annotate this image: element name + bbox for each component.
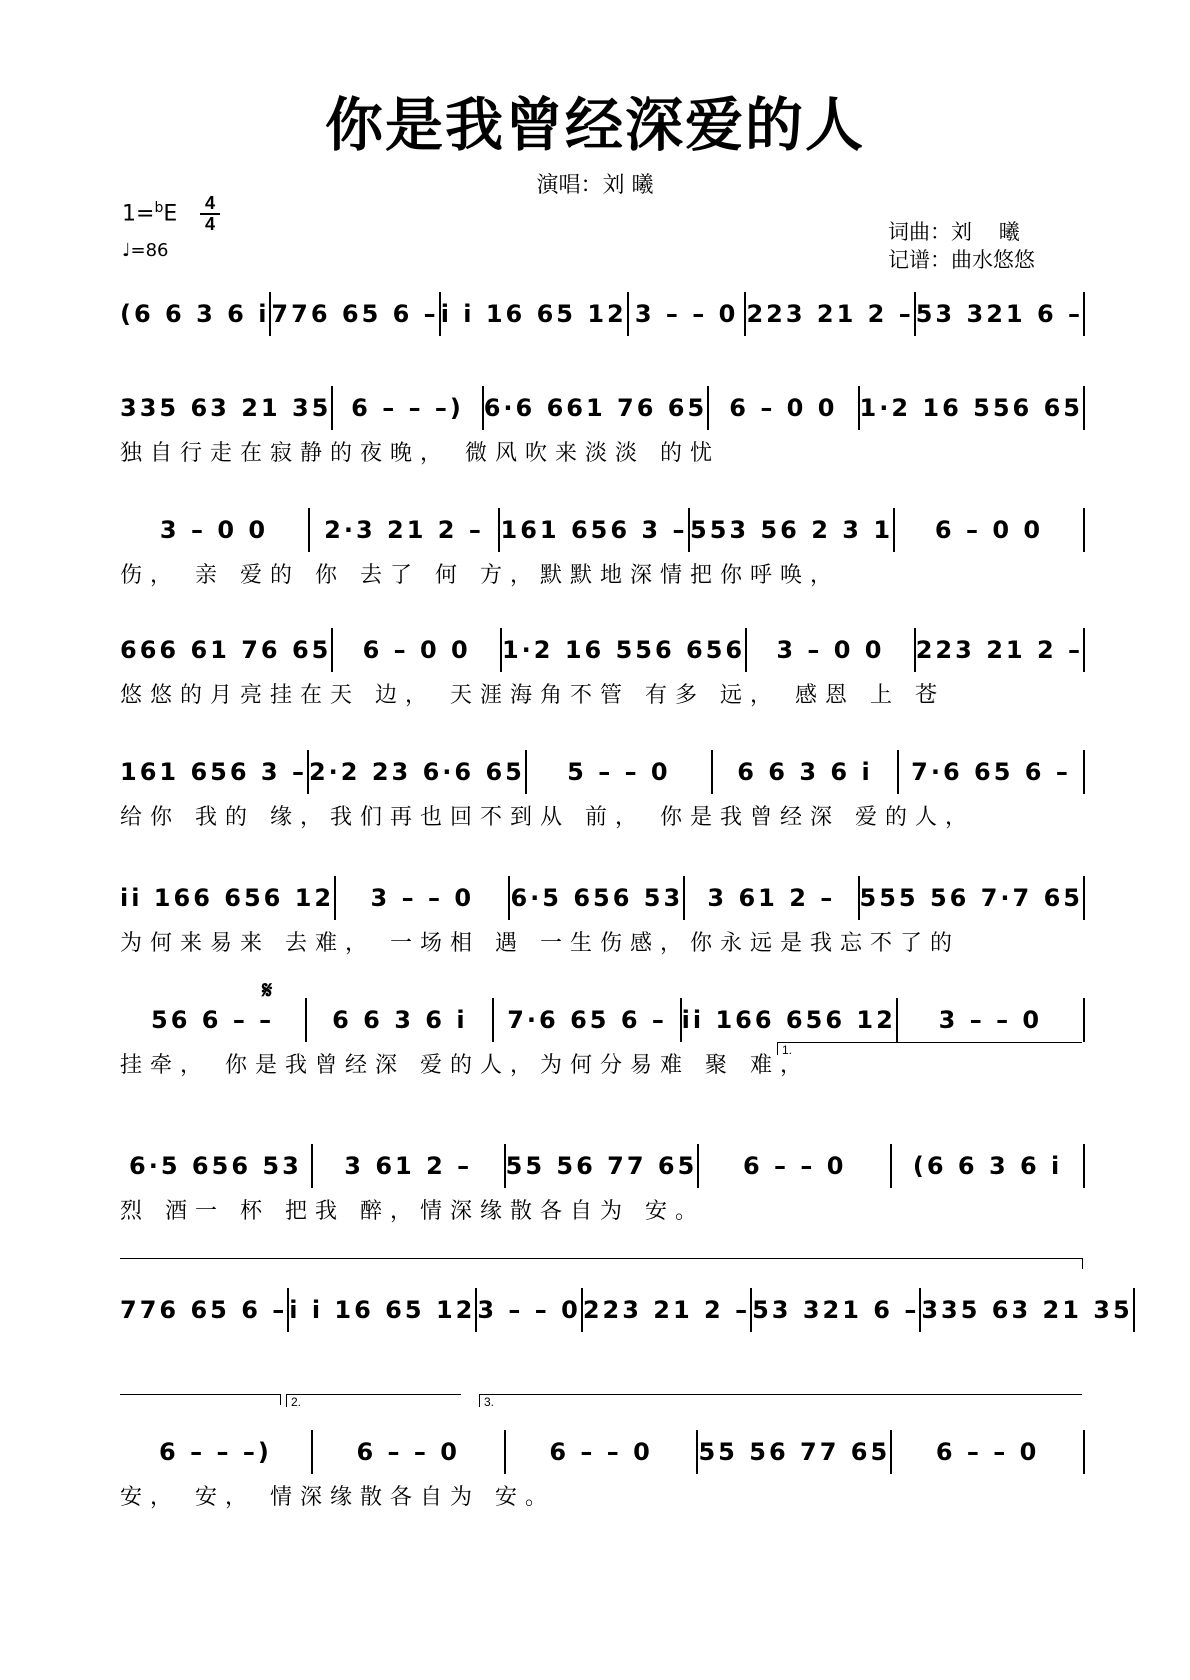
lyric-line: 伤， 亲 爱的 你 去了 何 方，默默地深情把你呼唤， <box>120 563 840 588</box>
key-flat: b <box>154 200 164 216</box>
measure: ii 166 656 12 <box>120 884 335 912</box>
volta-third-ending: 3. <box>479 1394 1082 1407</box>
lyrics-music-credit: 词曲：刘 曦 <box>888 220 1020 244</box>
volta-second-ending: 2. <box>286 1394 461 1407</box>
measure: 6 – – 0 <box>935 1438 1040 1466</box>
measure: 7·6 65 6 – <box>911 758 1071 786</box>
key-note: E <box>163 201 178 227</box>
measure: 6·6 661 76 65 <box>483 394 708 422</box>
time-sig-bottom: 4 <box>204 214 215 234</box>
notes-row <box>120 750 1085 794</box>
measure: 553 56 2 3 1 <box>690 516 894 544</box>
lyric-line: 烈 酒一 杯 把我 醉，情深缘散各自为 安。 <box>120 1199 705 1224</box>
lyric-line: 为何来易来 去难， 一场相 遇 一生伤感，你永远是我忘不了的 <box>120 931 960 956</box>
measure: 1·2 16 556 656 <box>501 636 746 664</box>
measure: 161 656 3 – <box>500 516 688 544</box>
measure: 223 21 2 – <box>582 1296 751 1324</box>
measure: 5 – – 0 <box>567 758 671 786</box>
singer-credit: 演唱：刘 曦 <box>536 173 654 198</box>
barline <box>1083 386 1085 430</box>
barline <box>1133 1288 1135 1332</box>
barline <box>1083 876 1085 920</box>
lyric-line: 安， 安， 情深缘散各自为 安。 <box>120 1485 555 1510</box>
measure: 55 56 77 65 <box>505 1152 698 1180</box>
notes-row <box>120 292 1085 336</box>
barline <box>1083 508 1085 552</box>
notes-row <box>120 998 1085 1042</box>
notes-row <box>120 1144 1085 1188</box>
measure: 335 63 21 35 <box>921 1296 1133 1324</box>
credits-block <box>888 218 1035 274</box>
measure: 6 – – 0 <box>743 1152 847 1180</box>
measure: ii 166 656 12 <box>681 1006 896 1034</box>
barline <box>1083 1430 1085 1474</box>
notes-row <box>120 508 1085 552</box>
measure: 3 – – 0 <box>938 1006 1043 1034</box>
time-signature <box>200 195 220 233</box>
lyric-line: 给你 我的 缘，我们再也回不到从 前， 你是我曾经深 爱的人， <box>120 805 975 830</box>
barline <box>1083 292 1085 336</box>
tempo-marking: ♩=86 <box>122 240 169 261</box>
measure: (6 6 3 6 i <box>912 1152 1063 1180</box>
measure: 776 65 6 – <box>120 1296 288 1324</box>
song-title: 你是我曾经深爱的人 <box>324 91 865 159</box>
lyric-line: 悠悠的月亮挂在天 边， 天涯海角不管 有多 远， 感恩 上 苍 <box>120 683 945 708</box>
barline <box>1083 1144 1085 1188</box>
volta-continuation-2 <box>120 1394 281 1405</box>
measure: 6 – – –) <box>351 394 464 422</box>
segno-sign: 𝄋 <box>262 977 273 1004</box>
measure: 2·3 21 2 – <box>324 516 484 544</box>
measure: 776 65 6 – <box>271 300 439 328</box>
measure: 56 6 – – <box>151 1006 275 1034</box>
lyric-line: 挂牵， 你是我曾经深 爱的人，为何分易难 聚 难， <box>120 1053 810 1078</box>
key-signature <box>122 200 177 226</box>
key-prefix: 1= <box>122 201 155 227</box>
measure: 6 6 3 6 i <box>737 758 873 786</box>
measure: 6 – 0 0 <box>729 394 838 422</box>
measure: 161 656 3 – <box>120 758 307 786</box>
measure: 2·2 23 6·6 65 <box>308 758 525 786</box>
measure: 555 56 7·7 65 <box>859 884 1083 912</box>
measure: 6 – 0 0 <box>362 636 471 664</box>
notes-row <box>120 876 1085 920</box>
measure: (6 6 3 6 i <box>120 300 270 328</box>
measure: 6·5 656 53 <box>510 884 684 912</box>
measure: i i 16 65 12 <box>289 1296 476 1324</box>
measure: 3 – – 0 <box>370 884 475 912</box>
volta-first-ending: 1. <box>777 1042 1082 1055</box>
barline <box>1083 998 1085 1042</box>
measure: 6 – 0 0 <box>934 516 1044 544</box>
time-sig-top: 4 <box>204 193 215 213</box>
measure: 3 – – 0 <box>634 300 739 328</box>
notes-row <box>120 1430 1085 1474</box>
measure: 3 – 0 0 <box>159 516 269 544</box>
measure: 6·5 656 53 <box>129 1152 302 1180</box>
measure: 223 21 2 – <box>746 300 914 328</box>
barline <box>1083 628 1085 672</box>
measure: 223 21 2 – <box>915 636 1083 664</box>
measure: i i 16 65 12 <box>440 300 627 328</box>
lyric-line: 独自行走在寂静的夜晚， 微风吹来淡淡 的忧 <box>120 441 720 466</box>
measure: 3 61 2 – <box>707 884 836 912</box>
measure: 1·2 16 556 65 <box>859 394 1084 422</box>
measure: 3 61 2 – <box>344 1152 473 1180</box>
measure: 53 321 6 – <box>752 1296 920 1324</box>
measure: 335 63 21 35 <box>120 394 332 422</box>
measure: 53 321 6 – <box>915 300 1083 328</box>
barline <box>1083 750 1085 794</box>
measure: 55 56 77 65 <box>698 1438 891 1466</box>
measure: 3 – – 0 <box>477 1296 581 1324</box>
notes-row <box>120 386 1085 430</box>
volta-continuation <box>120 1258 1083 1269</box>
measure: 6 6 3 6 i <box>332 1006 468 1034</box>
notes-row <box>120 1288 1133 1332</box>
measure: 6 – – 0 <box>356 1438 460 1466</box>
transcriber-credit: 记谱：曲水悠悠 <box>888 248 1035 272</box>
measure: 6 – – 0 <box>549 1438 653 1466</box>
measure: 6 – – –) <box>159 1438 272 1466</box>
notes-row <box>120 628 1085 672</box>
measure: 7·6 65 6 – <box>507 1006 667 1034</box>
measure: 3 – 0 0 <box>776 636 885 664</box>
measure: 666 61 76 65 <box>120 636 332 664</box>
